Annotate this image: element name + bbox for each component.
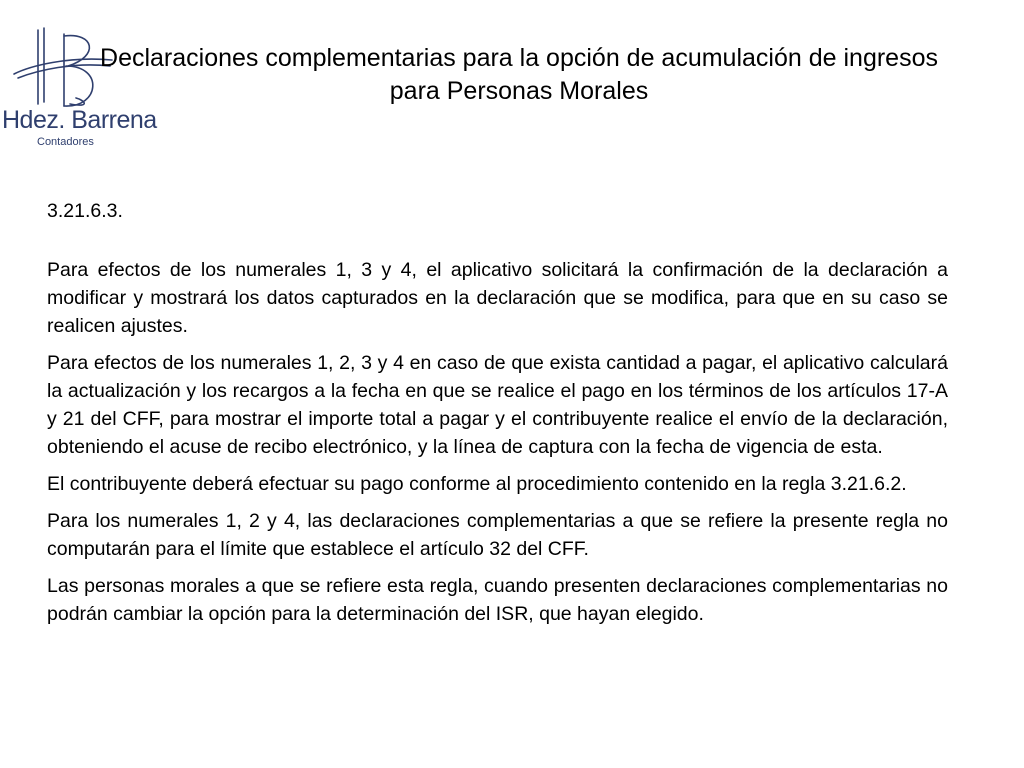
rule-number: 3.21.6.3. <box>47 200 123 222</box>
slide-title: Declaraciones complementarias para la opción de acumulación de ingresos para Personas Morales <box>100 44 938 105</box>
body-paragraph: El contribuyente deberá efectuar su pago conforme al procedimiento contenido en la regla 3.21.6.2. <box>47 473 907 495</box>
logo-subtitle: Contadores <box>37 136 94 148</box>
slide-body <box>47 197 948 637</box>
body-paragraph: Las personas morales a que se refiere esta regla, cuando presenten declaraciones complementarias no podrán cambiar la opción para la determinación del ISR, que hayan elegido. <box>47 575 948 625</box>
body-paragraph: Para efectos de los numerales 1, 2, 3 y 4 en caso de que exista cantidad a pagar, el aplicativo calculará la actualización y los recargos a la fecha en que se realice el pago en los términos de los artículos 17-A y 21 del CFF, para mostrar el importe total a pagar y el contribuyente realice el envío de la declaración, obteniendo el acuse de recibo electrónico, y la línea de captura con la fecha de vigencia de esta. <box>47 352 948 458</box>
body-paragraph: Para los numerales 1, 2 y 4, las declaraciones complementarias a que se refiere la presente regla no computarán para el límite que establece el artículo 32 del CFF. <box>47 510 948 560</box>
body-paragraph: Para efectos de los numerales 1, 3 y 4, el aplicativo solicitará la confirmación de la declaración a modificar y mostrará los datos capturados en la declaración que se modifica, para que en su caso se realicen ajustes. <box>47 259 948 337</box>
logo-name: Hdez. Barrena <box>2 106 157 134</box>
